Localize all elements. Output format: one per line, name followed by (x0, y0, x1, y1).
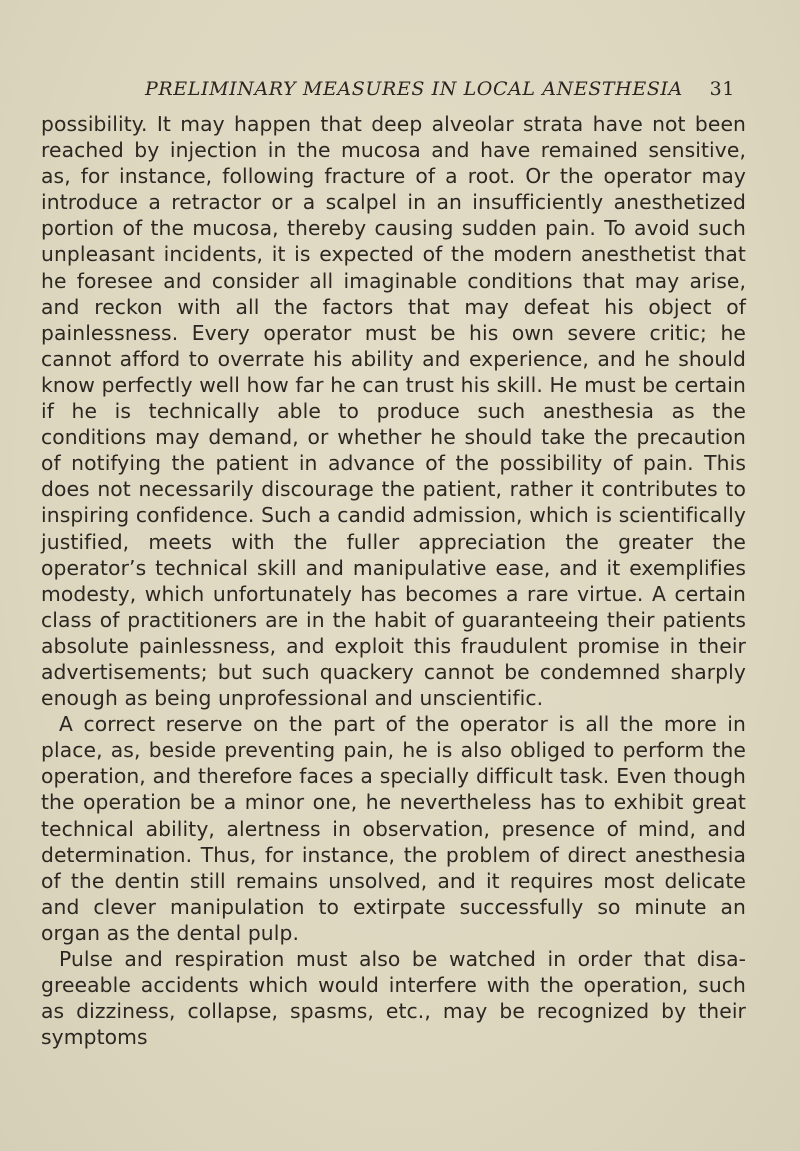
paragraph-continued: possibility. It may happen that deep alveolar strata have not been reached by injection in the mucosa and have remained sensitive, as, for instance, following fracture of a root. Or the operator may introduce a retractor or a scalpel in an insufficiently anesthetized portion of the mucosa, thereby causing sudden pain. To avoid such unpleasant incidents, it is expected of the modern anesthetist that he foresee and consider all imaginable conditions that may arise, and reckon with all the factors that may defeat his object of painlessness. Every operator must be his own severe critic; he cannot afford to overrate his ability and experience, and he should know perfectly well how far he can trust his skill. He must be certain if he is technically able to produce such anesthesia as the conditions may demand, or whether he should take the precaution of notifying the patient in advance of the possibility of pain. This does not necessarily discourage the patient, rather it contributes to inspiring confidence. Such a candid admission, which is scientifically justified, meets with the fuller appreciation the greater the operator’s technical skill and manipulative ease, and it exemplifies modesty, which unfortunately has becomes a rare virtue. A certain class of practitioners are in the habit of guaranteeing their patients absolute painlessness, and exploit this fraudulent promise in their advertisements; but such quackery cannot be condemned sharply enough as being unprofessional and unscientific. (41, 112, 746, 711)
paragraph: Pulse and respiration must also be watched in order that disagreeable accidents which would interfere with the operation, such as dizziness, collapse, spasms, etc., may be recognized by their symptoms (41, 947, 746, 1050)
page-number: 31 (709, 78, 735, 100)
running-title: PRELIMINARY MEASURES IN LOCAL ANESTHESIA (145, 78, 683, 100)
body-text (41, 111, 746, 1050)
paragraph: A correct reserve on the part of the operator is all the more in place, as, beside preventing pain, he is also obliged to perform the operation, and therefore faces a specially difficult task. Even though the operation be a minor one, he nevertheless has to exhibit great technical ability, alertness in observation, presence of mind, and determination. Thus, for instance, the problem of direct anesthesia of the dentin still remains unsolved, and it requires most delicate and clever manipulation to extirpate successfully so minute an organ as the dental pulp. (41, 712, 746, 945)
running-head (145, 78, 735, 100)
